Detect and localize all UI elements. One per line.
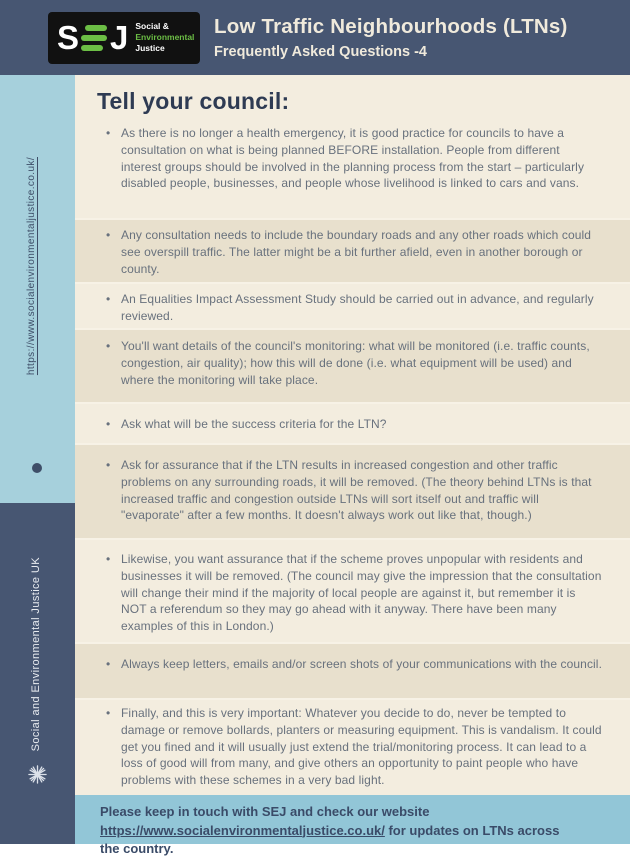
footer-text	[100, 803, 610, 859]
footer-line3: the country.	[100, 841, 174, 856]
document-title: Low Traffic Neighbourhoods (LTNs)	[214, 15, 568, 38]
bullet-item: • As there is no longer a health emergency, it is good practice for councils to have a consultation on what is being planned BEFORE installation. People from different interest groups should be involved in the planning process from the start – particularly disabled people, businesses, and people whose livelihood is linked to cars and vans.	[121, 125, 602, 192]
sej-logo	[48, 12, 200, 64]
footer-website-link[interactable]: https://www.socialenvironmentaljustice.co.uk/	[100, 822, 385, 838]
logo-tagline-line3: Justice	[135, 43, 165, 53]
bullet-list	[75, 656, 630, 673]
logo-letter-s: S	[57, 19, 79, 56]
bullet-item: • Ask what will be the success criteria for the LTN?	[121, 416, 602, 433]
logo-letter-j: J	[110, 19, 128, 56]
bullet-list	[75, 291, 630, 325]
content-band	[75, 282, 630, 328]
bullet-item: • Any consultation needs to include the boundary roads and any other roads which could see overspill traffic. The latter might be a bit further afield, even in another borough or county.	[121, 227, 602, 277]
header-titles	[214, 15, 568, 60]
starburst-icon	[28, 765, 47, 784]
content-band	[75, 538, 630, 642]
sej-logo-mark	[57, 21, 127, 54]
bullet-list	[75, 125, 630, 192]
footer-after-link: for updates on LTNs across	[384, 822, 560, 838]
content-band	[75, 642, 630, 698]
footer-line1: Please keep in touch with SEJ and check our website	[100, 804, 430, 819]
bullet-list	[75, 457, 630, 524]
bullet-list	[75, 338, 630, 388]
sidebar-website-link[interactable]: https://www.socialenvironmentaljustice.co.uk/	[26, 157, 37, 376]
content-band	[75, 75, 630, 218]
bullet-item: • Always keep letters, emails and/or screen shots of your communications with the council.	[121, 656, 602, 673]
bullet-item: • You'll want details of the council's monitoring: what will be monitored (i.e. traffic counts, congestion, air quality); how this will de done (i.e. what equipment will be used) and where the monitoring will take place.	[121, 338, 602, 388]
document-subtitle: Frequently Asked Questions -4	[214, 44, 427, 60]
footer	[75, 795, 630, 856]
sidebar-top-panel	[0, 75, 75, 503]
bullet-list	[75, 705, 630, 789]
logo-tagline-line2: Environmental	[135, 32, 195, 42]
logo-tagline	[135, 21, 194, 54]
bullet-item: • An Equalities Impact Assessment Study should be carried out in advance, and regularly reviewed.	[121, 291, 602, 325]
bullet-item: • Finally, and this is very important: Whatever you decide to do, never be tempted to damage or remove bollards, planters or measuring equipment. This is vandalism. It could get you fined and it will usually just extend the trial/monitoring process. It can lead to a loss of good will from many, and give others an opportunity to paint people who have problems with these schemes in a very bad light.	[121, 705, 602, 789]
bullet-item: • Likewise, you want assurance that if the scheme proves unpopular with residents and businesses it will be removed. (The council may give the impression that the consultation will change their mind if the majority of local people are against it, but remember it is NOT a referendum so they may go ahead with it anyway. There have been many examples of this in London.)	[121, 551, 602, 635]
bullet-list	[75, 551, 630, 635]
bullet-item: • Ask for assurance that if the LTN results in increased congestion and other traffic problems on any surrounding roads, it will be removed. (The theory behind LTNs is that increased traffic and congestion outside LTNs will sort itself out and traffic will "evaporate" after a few months. It doesn't always work out like that, though.)	[121, 457, 602, 524]
bullet-list	[75, 416, 630, 433]
content-band	[75, 443, 630, 538]
content-band	[75, 328, 630, 402]
logo-letter-e-bars-icon	[81, 25, 107, 51]
content-band	[75, 218, 630, 282]
sidebar-org-name: Social and Environmental Justice UK	[30, 557, 42, 752]
content-area	[75, 75, 630, 856]
content-sections	[75, 75, 630, 795]
logo-tagline-line1: Social &	[135, 21, 169, 31]
sidebar	[0, 75, 75, 844]
content-band	[75, 402, 630, 443]
content-band	[75, 698, 630, 795]
page-title: Tell your council:	[97, 88, 290, 114]
header	[0, 0, 630, 75]
sidebar-bullet-dot-icon	[32, 463, 42, 473]
bullet-list	[75, 227, 630, 277]
document-body	[0, 75, 630, 856]
